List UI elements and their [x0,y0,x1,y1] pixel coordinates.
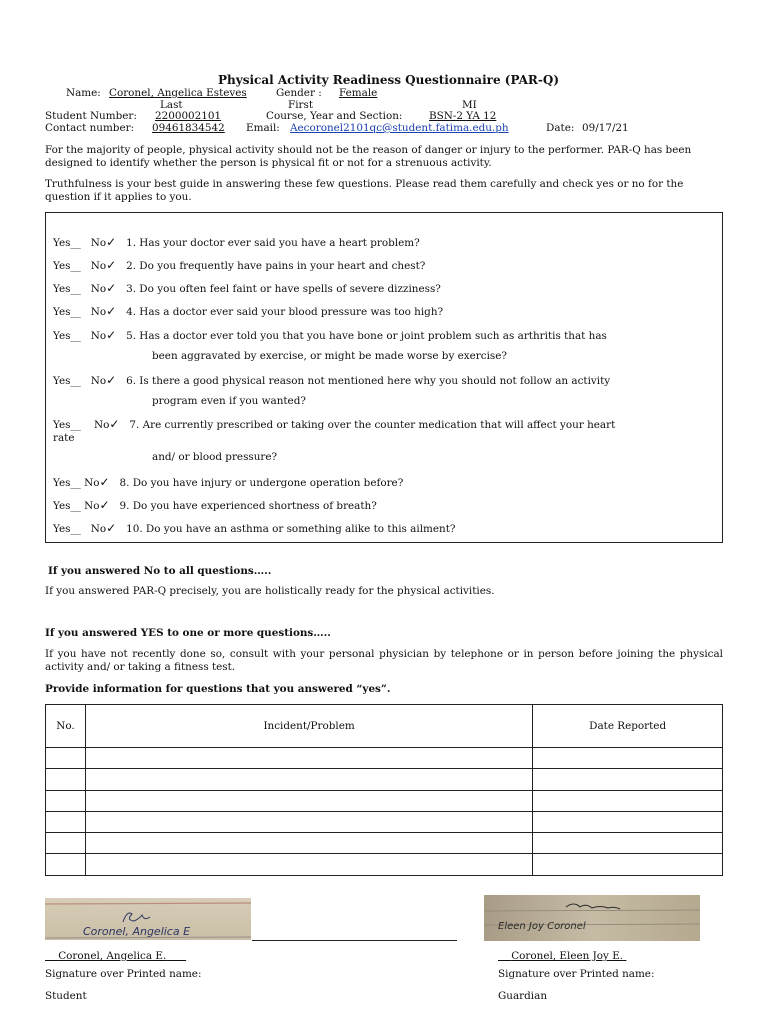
question-text: 2. Do you frequently have pains in your heart and chest? [126,260,426,272]
cell-no[interactable] [46,748,86,769]
name-label: Name: [66,87,101,99]
guardian-signature-image [484,895,700,941]
header-no: No. [46,705,86,748]
student-signature-line [252,940,457,941]
provide-info-heading: Provide information for questions that you answered “yes”. [45,683,391,695]
sub-last: Last [160,99,183,111]
question-5-continued: been aggravated by exercise, or might be made worse by exercise? [152,350,507,362]
cell-incident[interactable] [85,769,532,790]
no-option[interactable]: No [90,375,107,387]
cell-incident[interactable] [85,854,532,875]
no-option[interactable]: No [90,330,107,342]
question-8 [53,475,403,489]
question-1 [53,235,420,249]
guardian-printed-name [498,950,626,962]
cell-no[interactable] [46,790,86,811]
cell-no[interactable] [46,769,86,790]
question-5 [53,328,607,342]
table-header-row [46,705,723,748]
student-number-value: 2200002101 [155,110,222,122]
no-option[interactable]: No [84,477,100,489]
yes-option[interactable]: Yes__ [53,260,81,272]
check-icon: ✓ [109,417,120,431]
check-icon: ✓ [106,235,117,249]
question-text: 9. Do you have experienced shortness of breath? [119,500,377,512]
guardian-signature-svg [484,895,700,941]
date-label: Date: [546,122,575,134]
intro-paragraph-1: For the majority of people, physical activity should not be the reason of danger or injury to the performer. PAR-Q has been designed to identify whether the person is physical fit or not for a strenuous activity. [45,144,692,169]
student-signature-caption: Signature over Printed name: [45,968,202,980]
cell-date[interactable] [533,769,723,790]
student-signature-svg [45,898,251,940]
gender-label: Gender : [276,87,322,99]
intro-paragraph-2: Truthfulness is your best guide in answering these few questions. Please read them carefully and check yes or no for the question if it applies to you. [45,178,684,203]
student-role: Student [45,990,87,1002]
question-7 [53,417,615,431]
table-row [46,748,723,769]
cell-incident[interactable] [85,833,532,854]
incident-table [45,704,723,876]
question-text: 1. Has your doctor ever said you have a heart problem? [126,237,420,249]
question-6 [53,373,610,387]
no-option[interactable]: No [90,237,107,249]
question-10 [53,521,455,535]
questions-box [45,212,723,543]
guardian-handwritten-name: Eleen Joy Coronel [498,921,586,932]
yes-option[interactable]: Yes__ [53,330,81,342]
question-text: 8. Do you have injury or undergone operation before? [119,477,404,489]
student-number-label: Student Number: [45,110,137,122]
cell-no[interactable] [46,854,86,875]
email-link[interactable]: Aecoronel2101qc@student.fatima.edu.ph [290,122,509,134]
yes-option[interactable]: Yes__ [53,306,81,318]
student-handwritten-name: Coronel, Angelica E [83,925,191,938]
question-text: 10. Do you have an asthma or something alike to this ailment? [126,523,456,535]
check-icon: ✓ [106,304,117,318]
question-3 [53,281,441,295]
cell-incident[interactable] [85,811,532,832]
no-option[interactable]: No [84,500,100,512]
yes-option[interactable]: Yes__ [53,419,81,431]
student-signature-image [45,898,251,940]
check-icon: ✓ [106,281,117,295]
guardian-role: Guardian [498,990,548,1002]
table-row [46,854,723,875]
student-printed-name [45,950,186,962]
question-text: 3. Do you often feel faint or have spells of severe dizziness? [126,283,441,295]
check-icon: ✓ [106,258,117,272]
gender-value: Female [339,87,378,99]
cell-date[interactable] [533,854,723,875]
question-6-continued: program even if you wanted? [152,395,306,407]
cell-no[interactable] [46,811,86,832]
check-icon: ✓ [99,498,110,512]
yes-option[interactable]: Yes__ [53,237,81,249]
table-row [46,833,723,854]
table-row [46,811,723,832]
yes-option[interactable]: Yes__ [53,283,81,295]
name-value: Coronel, Angelica Esteves [109,87,247,99]
yes-answers-heading: If you answered YES to one or more questions….. [45,627,331,639]
contact-label: Contact number: [45,122,135,134]
sub-first: First [288,99,314,111]
check-icon: ✓ [106,328,117,342]
guardian-signature-caption: Signature over Printed name: [498,968,655,980]
page-title: Physical Activity Readiness Questionnaire (PAR-Q) [218,73,559,87]
check-icon: ✓ [99,475,110,489]
no-answers-heading: If you answered No to all questions….. [48,565,272,577]
student-name-text: Coronel, Angelica E. [58,950,167,962]
header-date: Date Reported [533,705,723,748]
question-text: 6. Is there a good physical reason not mentioned here why you should not follow an activity [126,375,611,387]
no-option[interactable]: No [94,419,110,431]
yes-answers-text: If you have not recently done so, consult with your personal physician by telephone or in person before joining the physical activity and/ or taking a fitness test. [45,648,723,673]
question-4 [53,304,443,318]
table-row [46,790,723,811]
sub-mi: MI [462,99,477,111]
cell-no[interactable] [46,833,86,854]
check-icon: ✓ [106,373,117,387]
guardian-name-text: Coronel, Eleen Joy E. [511,950,624,962]
yes-option[interactable]: Yes__ [53,500,81,512]
cell-incident[interactable] [85,790,532,811]
check-icon: ✓ [106,521,117,535]
no-option[interactable]: No [90,523,107,535]
course-label: Course, Year and Section: [266,110,403,122]
no-option[interactable]: No [90,306,107,318]
table-row [46,769,723,790]
email-label: Email: [246,122,280,134]
no-answers-text: If you answered PAR-Q precisely, you are holistically ready for the physical activities. [45,585,495,597]
question-7-continued: and/ or blood pressure? [152,451,278,463]
header-incident: Incident/Problem [85,705,532,748]
cell-date[interactable] [533,748,723,769]
course-value: BSN-2 YA 12 [429,110,497,122]
contact-value: 09461834542 [152,122,225,134]
question-text: 5. Has a doctor ever told you that you have bone or joint problem such as arthritis that has [126,330,607,342]
question-2 [53,258,425,272]
question-9 [53,498,377,512]
cell-date[interactable] [533,811,723,832]
question-text: 7. Are currently prescribed or taking over the counter medication that will affect your heart [129,419,616,431]
question-7-wrap: rate [53,432,75,444]
date-value: 09/17/21 [582,122,629,134]
cell-incident[interactable] [85,748,532,769]
cell-date[interactable] [533,790,723,811]
yes-option[interactable]: Yes__ [53,523,81,535]
yes-option[interactable]: Yes__ [53,375,81,387]
question-text: 4. Has a doctor ever said your blood pressure was too high? [126,306,444,318]
no-option[interactable]: No [90,260,107,272]
no-option[interactable]: No [90,283,107,295]
cell-date[interactable] [533,833,723,854]
yes-option[interactable]: Yes__ [53,477,81,489]
